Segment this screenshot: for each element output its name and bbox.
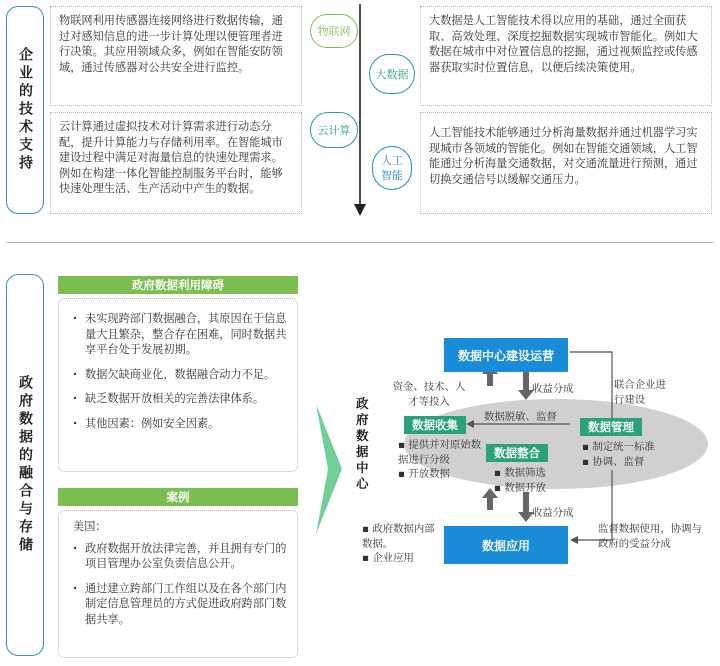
circle-bigdata: 大数据 — [369, 54, 415, 94]
barriers-title-bar: 政府数据利用障碍 — [58, 276, 298, 294]
section-divider — [6, 242, 714, 243]
revenue-top-label: 收益分成 — [532, 383, 574, 395]
data-collection-box: 数据收集 — [404, 416, 466, 434]
iot-description: 物联网利用传感器连接网络进行数据传输，通过对感知信息的进一步计算处理以便管理者进行决策。其应用领域众多，例如在智能安防领域，通过传感器对公共安全进行监控。 — [59, 14, 283, 74]
barriers-box — [58, 298, 298, 472]
list-item: · 数据欠缺商业化，数据融合动力不足。 — [73, 367, 287, 383]
list-item: ▪ 协调、监督 — [582, 455, 645, 468]
supervise-label: 监督数据使用，协调与政府的受益分成 — [598, 523, 702, 550]
section-label-text: 政府数据的融合与存储 — [17, 375, 33, 555]
data-application-box: 数据应用 — [444, 526, 568, 564]
section-label-text: 企业的技术支持 — [17, 47, 33, 173]
iot-description-box — [50, 6, 302, 106]
circle-iot: 物联网 — [310, 14, 358, 48]
list-item: · 缺乏数据开放相关的完善法律体系。 — [73, 391, 287, 407]
desensitize-label: 数据脱敏、监督 — [484, 411, 557, 423]
list-item: · 未实现跨部门数据融合，其原因在于信息量大且繁杂，整合存在困难，同时数据共享平台处于发展初期。 — [73, 311, 287, 358]
bigdata-description: 大数据是人工智能技术得以应用的基础，通过全面获取、高效处理、深度挖掘数据实现城市智能化。例如大数据在城市中对位置信息的挖掘，通过视频监控或传感器获取实时位置信息，以便后续决策使用。 — [429, 14, 698, 74]
data-management-box: 数据管理 — [580, 418, 642, 436]
integration-items — [494, 466, 564, 495]
revenue-bottom-label: 收益分成 — [532, 507, 574, 519]
case-title-bar: 案例 — [58, 488, 298, 506]
list-item: · 其他因素：例如安全因素。 — [73, 416, 287, 432]
section-label-government — [6, 274, 44, 656]
data-center-operation-box: 数据中心建设运营 — [444, 338, 568, 372]
gov-data-center-label: 政府数据中心 — [356, 396, 369, 491]
case-country: 美国： — [73, 520, 107, 533]
barriers-list — [73, 311, 287, 432]
list-item: ▪ 数据筛选 — [494, 467, 546, 479]
list-item: ▪ 开放数据 — [398, 468, 450, 481]
capital-input-label: 资金、技术、人才等投入 — [392, 381, 466, 408]
bigdata-description-box — [420, 6, 712, 106]
list-item: ▪ 企业应用 — [362, 552, 414, 565]
ai-description-box — [420, 112, 712, 214]
list-item: ▪ 政府数据内部数据。 — [362, 523, 435, 550]
list-item: · 政府数据开放法律完善，并且拥有专门的项目管理办公室负责信息公开。 — [73, 541, 287, 572]
data-integration-box: 数据整合 — [486, 444, 548, 462]
joint-enterprise-label: 联合企业进行建设 — [614, 379, 666, 406]
case-box — [58, 510, 298, 658]
case-list — [73, 541, 287, 628]
list-item: ▪ 制定统一标准 — [582, 441, 655, 453]
circle-ai: 人工智能 — [372, 146, 412, 190]
list-item: ▪ 数据开放 — [494, 481, 546, 494]
list-item: · 通过建立跨部门工作组以及在各个部门内制定信息管理员的方式促进政府跨部门数据共享。 — [73, 581, 287, 628]
ai-description: 人工智能技术能够通过分析海量数据并通过机器学习实现城市各领域的智能化。例如在智能交通领域，人工智能通过分析海量交通数据，对交通流量进行预测，通过切换交通信号以缓解交通压力。 — [429, 126, 698, 186]
circle-cloud: 云计算 — [310, 112, 358, 148]
list-item: ▪ 提供并对原始数据进行分级 — [398, 439, 482, 466]
cloud-description: 云计算通过虚拟技术对计算需求进行动态分配，提升计算能力与存储利用率。在智能城市建设过程中满足对海量信息的快速处理需求。例如在构建一体化智能控制服务平台时，能够快速处理生活、生产活动中产生的数据。 — [59, 120, 283, 196]
cloud-description-box — [50, 112, 302, 214]
collection-items — [398, 438, 482, 482]
management-items — [582, 440, 672, 469]
application-items — [362, 522, 442, 566]
section-label-enterprise — [6, 6, 44, 214]
